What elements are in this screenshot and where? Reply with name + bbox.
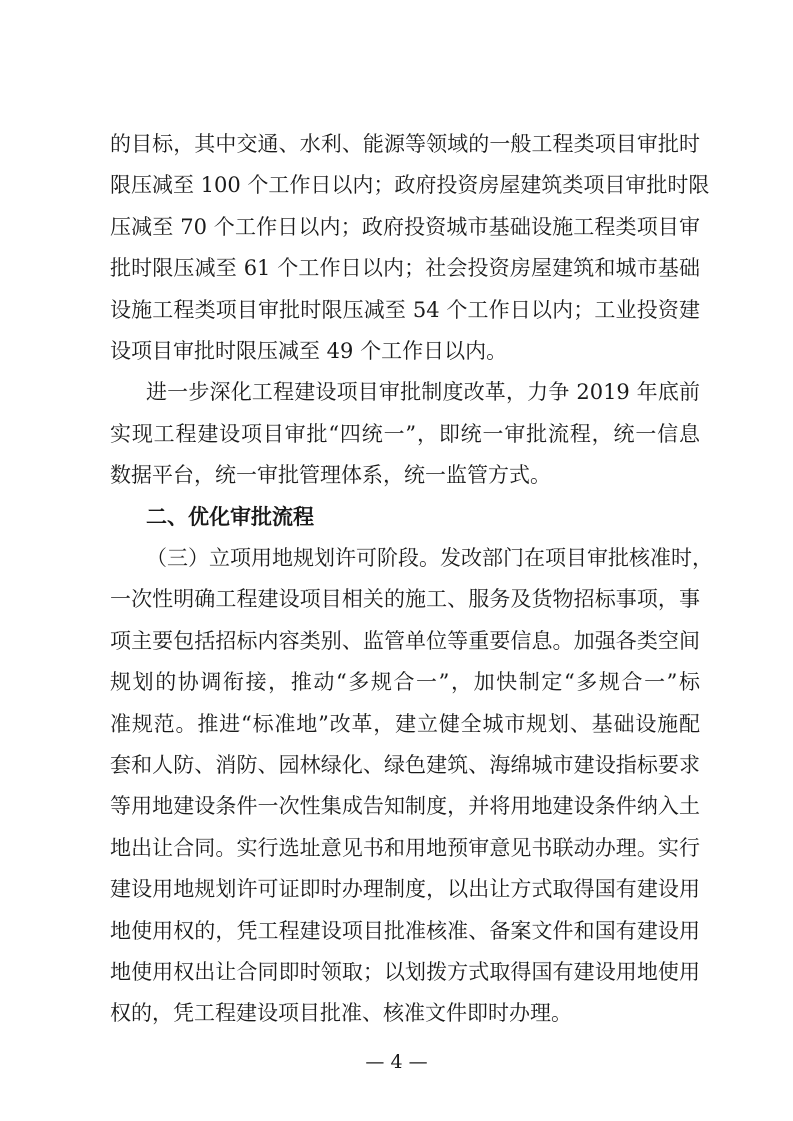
- paragraph-3-line-8: 地出让合同。实行选址意见书和用地预审意见书联动办理。实行: [110, 835, 700, 860]
- paragraph-3-line-5: 准规范。推进“标准地”改革，建立健全城市规划、基础设施配: [110, 711, 700, 736]
- paragraph-3-line-12: 权的，凭工程建设项目批准、核准文件即时办理。: [110, 1001, 572, 1026]
- paragraph-3-line-1: （三）立项用地规划许可阶段。发改部门在项目审批核准时，: [146, 546, 713, 570]
- paragraph-3-line-9: 建设用地规划许可证即时办理制度，以出让方式取得国有建设用: [110, 877, 700, 902]
- paragraph-3-line-2: 一次性明确工程建设项目相关的施工、服务及货物招标事项，事: [110, 587, 700, 612]
- paragraph-1-line-3: 压减至 70 个工作日以内；政府投资城市基础设施工程类项目审: [110, 214, 700, 239]
- paragraph-3-line-7: 等用地建设条件一次性集成告知制度，并将用地建设条件纳入土: [110, 794, 700, 819]
- paragraph-1-line-5: 设施工程类项目审批时限压减至 54 个工作日以内；工业投资建: [110, 297, 700, 322]
- paragraph-3-line-3: 项主要包括招标内容类别、监管单位等重要信息。加强各类空间: [110, 628, 700, 653]
- paragraph-1-line-6: 设项目审批时限压减至 49 个工作日以内。: [110, 339, 508, 363]
- paragraph-2-line-1: 进一步深化工程建设项目审批制度改革，力争 2019 年底前: [146, 380, 700, 405]
- paragraph-3-line-4: 规划的协调衔接，推动“多规合一”，加快制定“多规合一”标: [110, 670, 700, 695]
- paragraph-2-line-2: 实现工程建设项目审批“四统一”，即统一审批流程，统一信息: [110, 421, 700, 446]
- section-heading: 二、优化审批流程: [146, 504, 314, 529]
- paragraph-3-line-6: 套和人防、消防、园林绿化、绿色建筑、海绵城市建设指标要求: [110, 753, 700, 777]
- page-number: — 4 —: [365, 1051, 428, 1073]
- paragraph-1-line-4: 批时限压减至 61 个工作日以内；社会投资房屋建筑和城市基础: [110, 256, 700, 281]
- paragraph-3-line-11: 地使用权出让合同即时领取；以划拨方式取得国有建设用地使用: [110, 960, 700, 984]
- paragraph-1-line-1: 的目标，其中交通、水利、能源等领域的一般工程类项目审批时: [110, 132, 700, 156]
- paragraph-2-line-3: 数据平台，统一审批管理体系，统一监管方式。: [110, 463, 551, 488]
- paragraph-1-line-2: 限压减至 100 个工作日以内；政府投资房屋建筑类项目审批时限: [110, 173, 710, 198]
- paragraph-3-line-10: 地使用权的，凭工程建设项目批准核准、备案文件和国有建设用: [110, 918, 700, 943]
